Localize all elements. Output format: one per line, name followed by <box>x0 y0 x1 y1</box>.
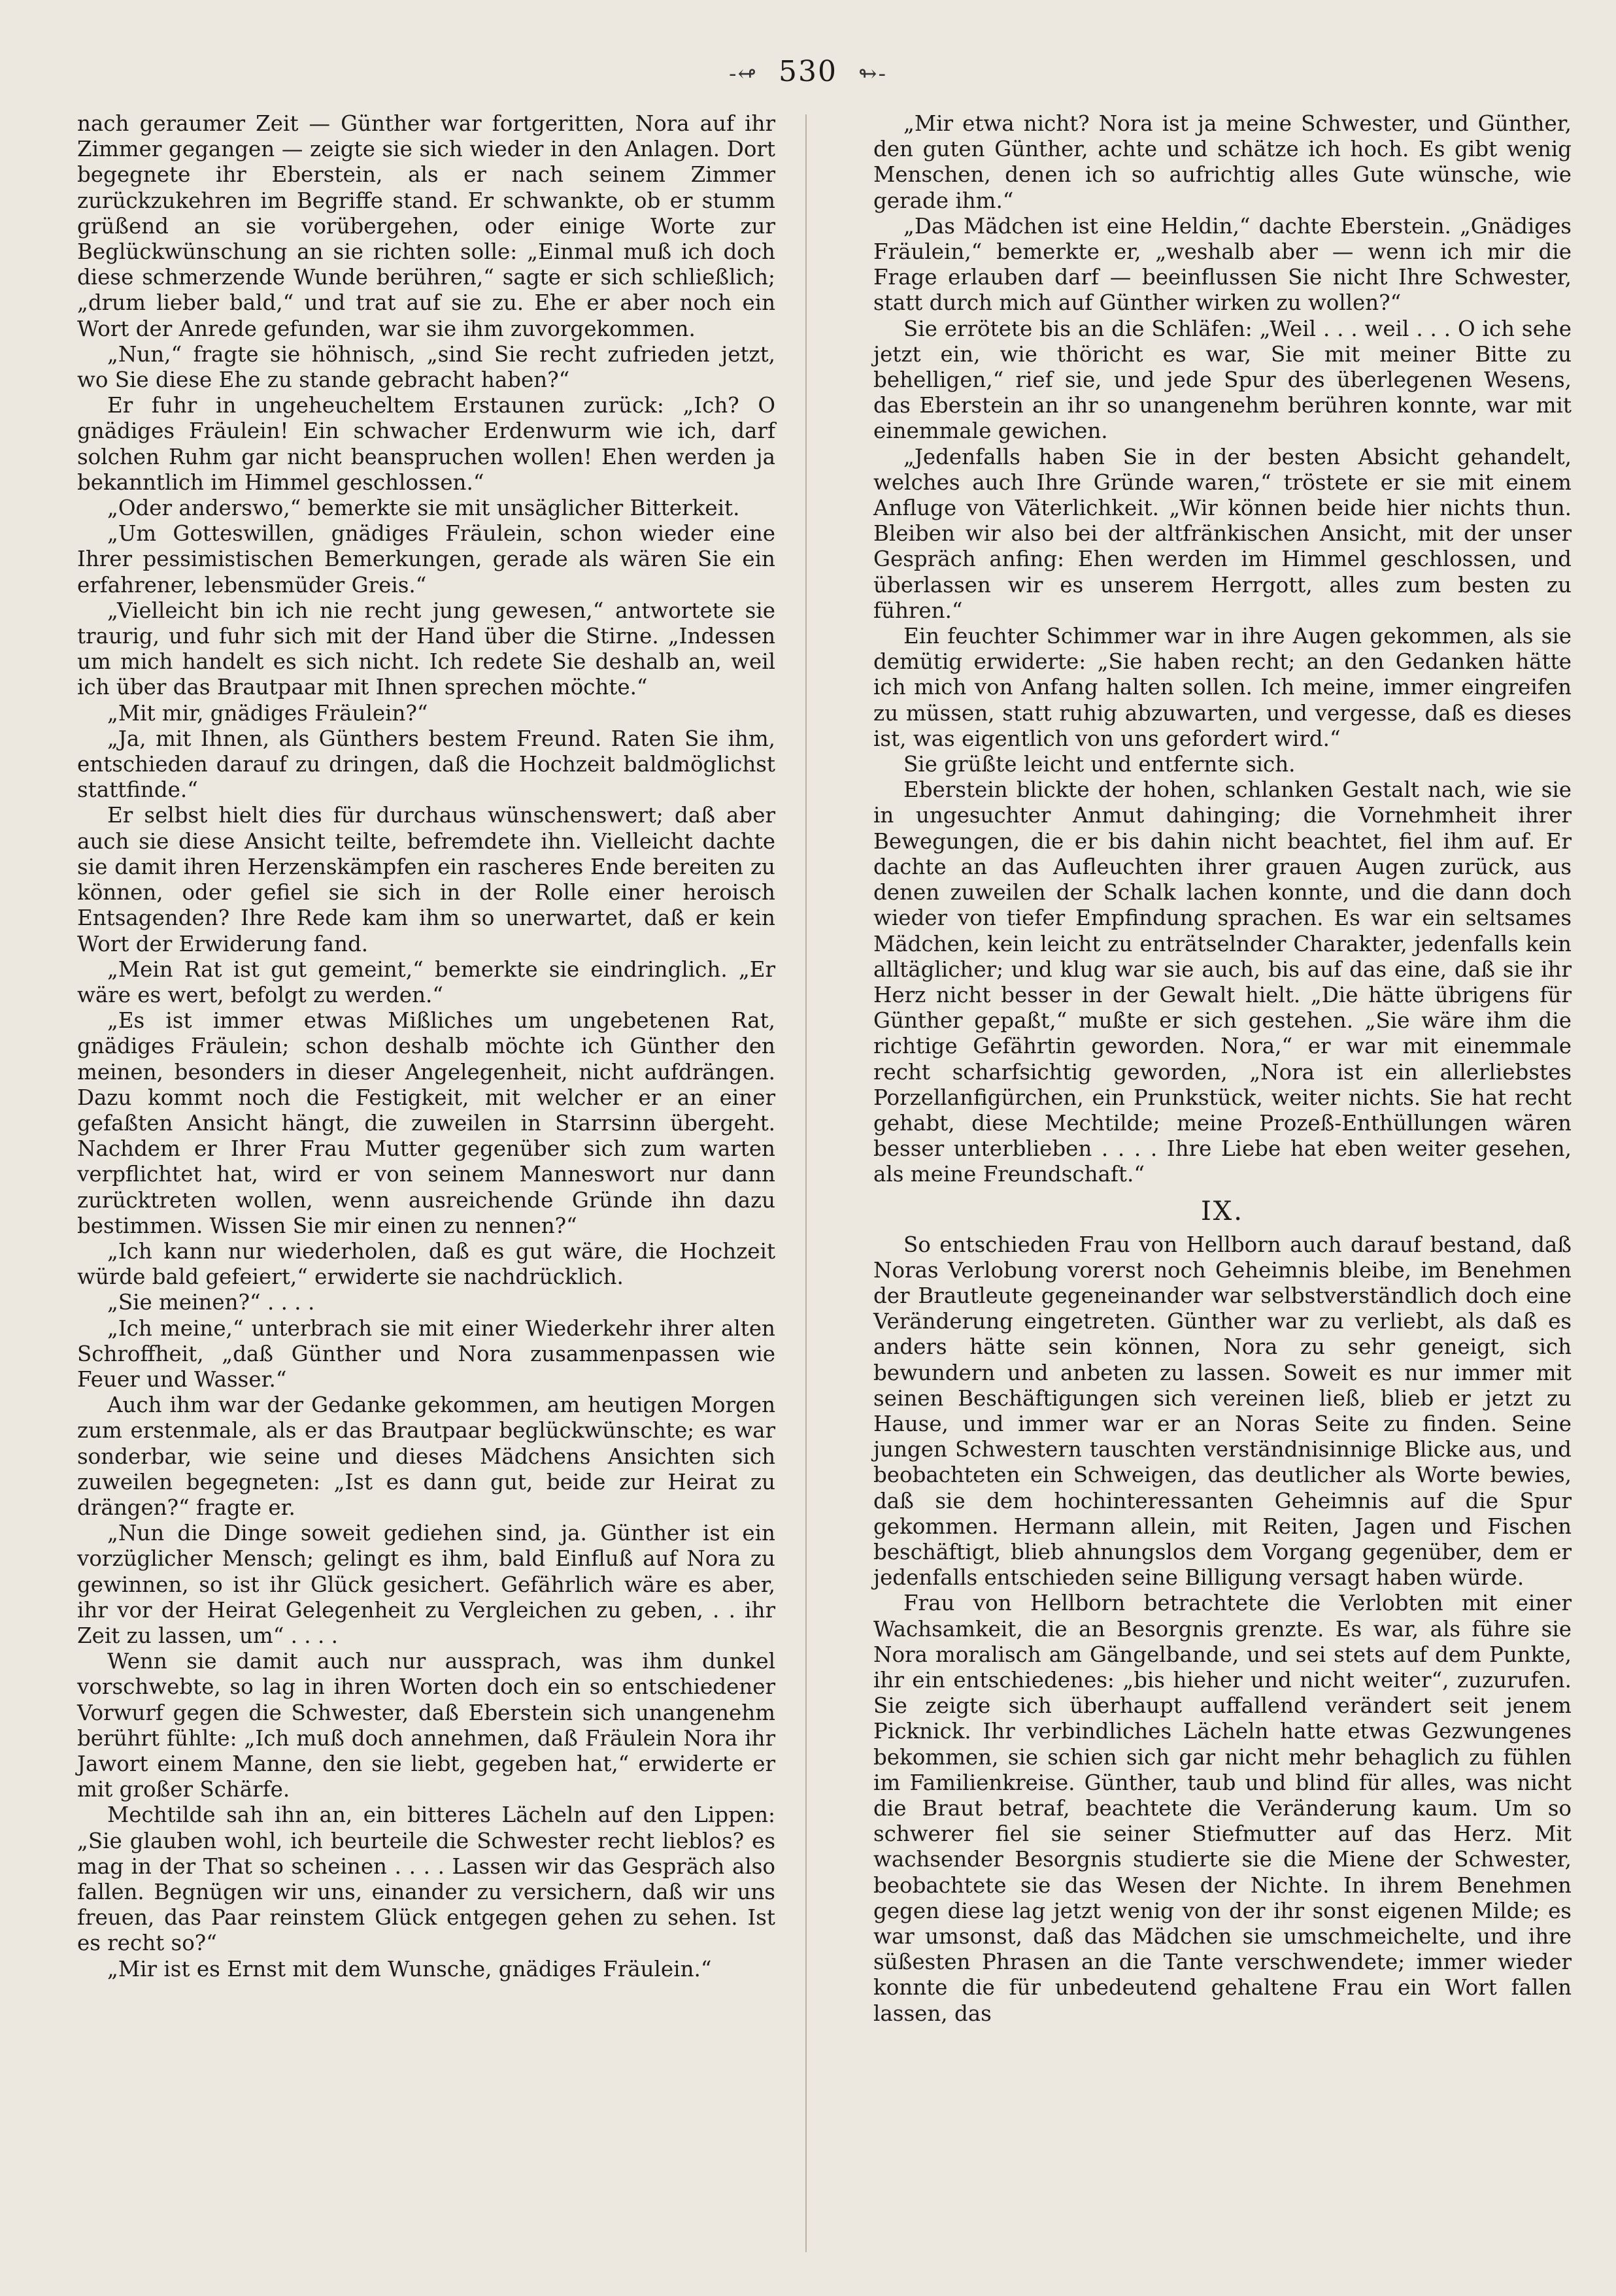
paragraph: Wenn sie damit auch nur aussprach, was ihm dunkel vorschwebte, so lag in ihren Worten doch ein so entschiedener Vorwurf gegen die Schwester, daß Eberstein sich unangenehm berührt fühlte: „Ich muß doch annehmen, daß Fräulein Nora ihr Jawort einem Manne, den sie liebt, gegeben hat,“ erwiderte er mit großer Schärfe. <box>77 1649 775 1802</box>
paragraph: „Mir etwa nicht? Nora ist ja meine Schwester, und Günther, den guten Günther, achte und schätze ich hoch. Es gibt wenig Menschen, denen ich so aufrichtig alles Gute wünsche, wie gerade ihm.“ <box>873 111 1572 213</box>
paragraph: Ein feuchter Schimmer war in ihre Augen gekommen, als sie demütig erwiderte: „Sie haben recht; an den Gedanken hätte ich mich von Anfang halten sollen. Ich meine, immer eingreifen zu müssen, statt ruhig abzuwarten, und vergesse, daß es dieses ist, was eigentlich von uns gefordert wird.“ <box>873 624 1572 751</box>
paragraph: Er selbst hielt dies für durchaus wünschenswert; daß aber auch sie diese Ansicht teilte, befremdete ihn. Vielleicht dachte sie damit ihren Herzenskämpfen ein rascheres Ende bereiten zu können, oder gefiel sie sich in der Rolle einer heroisch Entsagenden? Ihre Rede kam ihm so unerwartet, daß er kein Wort der Erwiderung fand. <box>77 803 775 956</box>
header-ornament-right: ↬- <box>858 61 887 87</box>
paragraph: Sie errötete bis an die Schläfen: „Weil . . . weil . . . O ich sehe jetzt ein, wie thöricht es war, Sie mit meiner Bitte zu behelligen,“ rief sie, und jede Spur des überlegenen Wesens, das Eberstein an ihr so unangenehm berühren konnte, war mit einemmale gewichen. <box>873 316 1572 444</box>
column-divider <box>805 114 807 2252</box>
paragraph: „Das Mädchen ist eine Heldin,“ dachte Eberstein. „Gnädiges Fräulein,“ bemerkte er, „weshalb aber — wenn ich mir die Frage erlauben darf — beeinflussen Sie nicht Ihre Schwester, statt durch mich auf Günther wirken zu wollen?“ <box>873 213 1572 316</box>
paragraph: „Nun,“ fragte sie höhnisch, „sind Sie recht zufrieden jetzt, wo Sie diese Ehe zu stande gebracht haben?“ <box>77 341 775 393</box>
page-header <box>0 54 1616 92</box>
paragraph: „Jedenfalls haben Sie in der besten Absicht gehandelt, welches auch Ihre Gründe waren,“ tröstete er sie mit einem Anfluge von Väterlichkeit. „Wir können beide hier nichts thun. Bleiben wir also bei der altfränkischen Ansicht, mit der unser Gespräch anfing: Ehen werden im Himmel geschlossen, und überlassen wir es unserem Herrgott, alles zum besten zu führen.“ <box>873 444 1572 623</box>
right-column <box>873 111 1572 2027</box>
paragraph: „Oder anderswo,“ bemerkte sie mit unsäglicher Bitterkeit. <box>107 496 740 521</box>
paragraph: nach geraumer Zeit — Günther war fortgeritten, Nora auf ihr Zimmer gegangen — zeigte sie sich wieder in den Anlagen. Dort begegnete ihr Eberstein, als er nach seinem Zimmer zurückzukehren im Begriffe stand. Er schwankte, ob er stumm grüßend an sie vorübergehen, oder einige Worte zur Beglückwünschung an sie richten solle: „Einmal muß ich doch diese schmerzende Wunde berühren,“ sagte er sich schließlich; „drum lieber bald,“ und trat auf sie zu. Ehe er aber noch ein Wort der Anrede gefunden, war sie ihm zuvorgekommen. <box>77 111 775 341</box>
header-ornament-left: -↫ <box>729 61 758 87</box>
paragraph: „Ich meine,“ unterbrach sie mit einer Wiederkehr ihrer alten Schroffheit, „daß Günther und Nora zusammenpassen wie Feuer und Wasser.“ <box>77 1315 775 1392</box>
paragraph: „Um Gotteswillen, gnädiges Fräulein, schon wieder eine Ihrer pessimistischen Bemerkungen, gerade als wären Sie ein erfahrener, lebensmüder Greis.“ <box>77 521 775 598</box>
paragraph: Eberstein blickte der hohen, schlanken Gestalt nach, wie sie in ungesuchter Anmut dahinging; die Vornehmheit ihrer Bewegungen, die er bis dahin nicht beachtet, fiel ihm auf. Er dachte an das Aufleuchten ihrer grauen Augen zurück, aus denen zuweilen der Schalk lachen konnte, und die dann doch wieder von tiefer Empfindung sprachen. Es war ein seltsames Mädchen, kein leicht zu enträtselnder Charakter, jedenfalls kein alltäglicher; und klug war sie auch, bis auf das eine, daß sie ihr Herz nicht besser in der Gewalt hielt. „Die hätte übrigens für Günther gepaßt,“ mußte er sich gestehen. „Sie wäre ihm die richtige Gefährtin geworden. Nora,“ er war mit einemmale recht scharfsichtig geworden, „Nora ist ein allerliebstes Porzellanfigürchen, ein Prunkstück, weiter nichts. Sie hat recht gehabt, diese Mechtilde; meine Prozeß-Enthüllungen wären besser unterblieben . . . . Ihre Liebe hat eben weiter gesehen, als meine Freundschaft.“ <box>873 777 1572 1187</box>
paragraph: Auch ihm war der Gedanke gekommen, am heutigen Morgen zum erstenmale, als er das Brautpaar beglückwünschte; es war sonderbar, wie seine und dieses Mädchens Ansichten sich zuweilen begegneten: „Ist es dann gut, beide zur Heirat zu drängen?“ fragte er. <box>77 1393 775 1520</box>
paragraph: „Nun die Dinge soweit gediehen sind, ja. Günther ist ein vorzüglicher Mensch; gelingt es ihm, bald Einfluß auf Nora zu gewinnen, so ist ihr Glück gesichert. Gefährlich wäre es aber, ihr vor der Heirat Gelegenheit zu Vergleichen zu geben, . . ihr Zeit zu lassen, um“ . . . . <box>77 1521 775 1648</box>
paragraph: „Ich kann nur wiederholen, daß es gut wäre, die Hochzeit würde bald gefeiert,“ erwiderte sie nachdrücklich. <box>77 1238 775 1290</box>
paragraph: „Ja, mit Ihnen, als Günthers bestem Freund. Raten Sie ihm, entschieden darauf zu dringen, daß die Hochzeit baldmöglichst stattfinde.“ <box>77 726 775 803</box>
paragraph: „Mir ist es Ernst mit dem Wunsche, gnädiges Fräulein.“ <box>107 1956 712 1982</box>
left-column <box>77 111 775 1982</box>
paragraph: Mechtilde sah ihn an, ein bitteres Lächeln auf den Lippen: „Sie glauben wohl, ich beurteile die Schwester recht lieblos? es mag in der That so scheinen . . . . Lassen wir das Gespräch also fallen. Begnügen wir uns, einander zu versichern, daß wir uns freuen, das Paar reinstem Glück entgegen gehen zu sehen. Ist es recht so?“ <box>77 1802 775 1956</box>
paragraph: So entschieden Frau von Hellborn auch darauf bestand, daß Noras Verlobung vorerst noch Geheimnis bleibe, im Benehmen der Brautleute gegeneinander war selbstverständlich doch eine Veränderung eingetreten. Günther war zu verliebt, als daß es anders hätte sein können, Nora zu sehr geneigt, sich bewundern und anbeten zu lassen. Soweit es nur immer mit seinen Beschäftigungen sich vereinen ließ, blieb er jetzt zu Hause, und immer war er an Noras Seite zu finden. Seine jungen Schwestern tauschten verständnisinnige Blicke aus, und beobachteten ein Schweigen, das deutlicher als Worte bewies, daß sie dem hochinteressanten Geheimnis auf die Spur gekommen. Hermann allein, mit Reiten, Jagen und Fischen beschäftigt, blieb ahnungslos dem Vorgang gegenüber, dem er jedenfalls entschieden seine Billigung versagt haben würde. <box>873 1232 1572 1591</box>
paragraph: „Mein Rat ist gut gemeint,“ bemerkte sie eindringlich. „Er wäre es wert, befolgt zu werden.“ <box>77 956 775 1007</box>
paragraph: „Vielleicht bin ich nie recht jung gewesen,“ antwortete sie traurig, und fuhr sich mit der Hand über die Stirne. „Indessen um mich handelt es sich nicht. Ich redete Sie deshalb an, weil ich über das Brautpaar mit Ihnen sprechen möchte.“ <box>77 598 775 700</box>
chapter-heading: IX. <box>1201 1196 1244 1226</box>
page-number: 530 <box>779 55 837 88</box>
paragraph: „Es ist immer etwas Mißliches um ungebetenen Rat, gnädiges Fräulein; schon deshalb möchte ich Günther den meinen, besonders in dieser Angelegenheit, nicht aufdrängen. Dazu kommt noch die Festigkeit, mit welcher er an einer gefaßten Ansicht hängt, die zuweilen in Starrsinn übergeht. Nachdem er Ihrer Frau Mutter gegenüber sich zum warten verpflichtet hat, wird er von seinem Manneswort nur dann zurücktreten wollen, wenn ausreichende Gründe ihn dazu bestimmen. Wissen Sie mir einen zu nennen?“ <box>77 1008 775 1238</box>
paragraph: „Mit mir, gnädiges Fräulein?“ <box>107 700 428 726</box>
paragraph: „Sie meinen?“ . . . . <box>107 1290 315 1315</box>
paragraph: Frau von Hellborn betrachtete die Verlobten mit einer Wachsamkeit, die an Besorgnis grenzte. Es war, als führe sie Nora moralisch am Gängelbande, und sei stets auf dem Punkte, ihr ein entschiedenes: „bis hieher und nicht weiter“, zuzurufen. Sie zeigte sich überhaupt auffallend verändert seit jenem Picknick. Ihr verbindliches Lächeln hatte etwas Gezwungenes bekommen, sie schien sich gar nicht mehr behaglich zu fühlen im Familienkreise. Günther, taub und blind für alles, was nicht die Braut betraf, beachtete die Veränderung kaum. Um so schwerer fiel sie seiner Stiefmutter auf das Herz. Mit wachsender Besorgnis studierte sie die Miene der Schwester, beobachtete sie das Wesen der Nichte. In ihrem Benehmen gegen diese lag jetzt wenig von der ihr sonst eigenen Milde; es war umsonst, daß das Mädchen sie umschmeichelte, und ihre süßesten Phrasen an die Tante verschwendete; immer wieder konnte die für unbedeutend gehaltene Frau ein Wort fallen lassen, das <box>873 1591 1572 2026</box>
paragraph: Er fuhr in ungeheucheltem Erstaunen zurück: „Ich? O gnädiges Fräulein! Ein schwacher Erdenwurm wie ich, darf solchen Ruhm gar nicht beanspruchen wollen! Ehen werden ja bekanntlich im Himmel geschlossen.“ <box>77 393 775 495</box>
paragraph: Sie grüßte leicht und entfernte sich. <box>903 752 1296 777</box>
